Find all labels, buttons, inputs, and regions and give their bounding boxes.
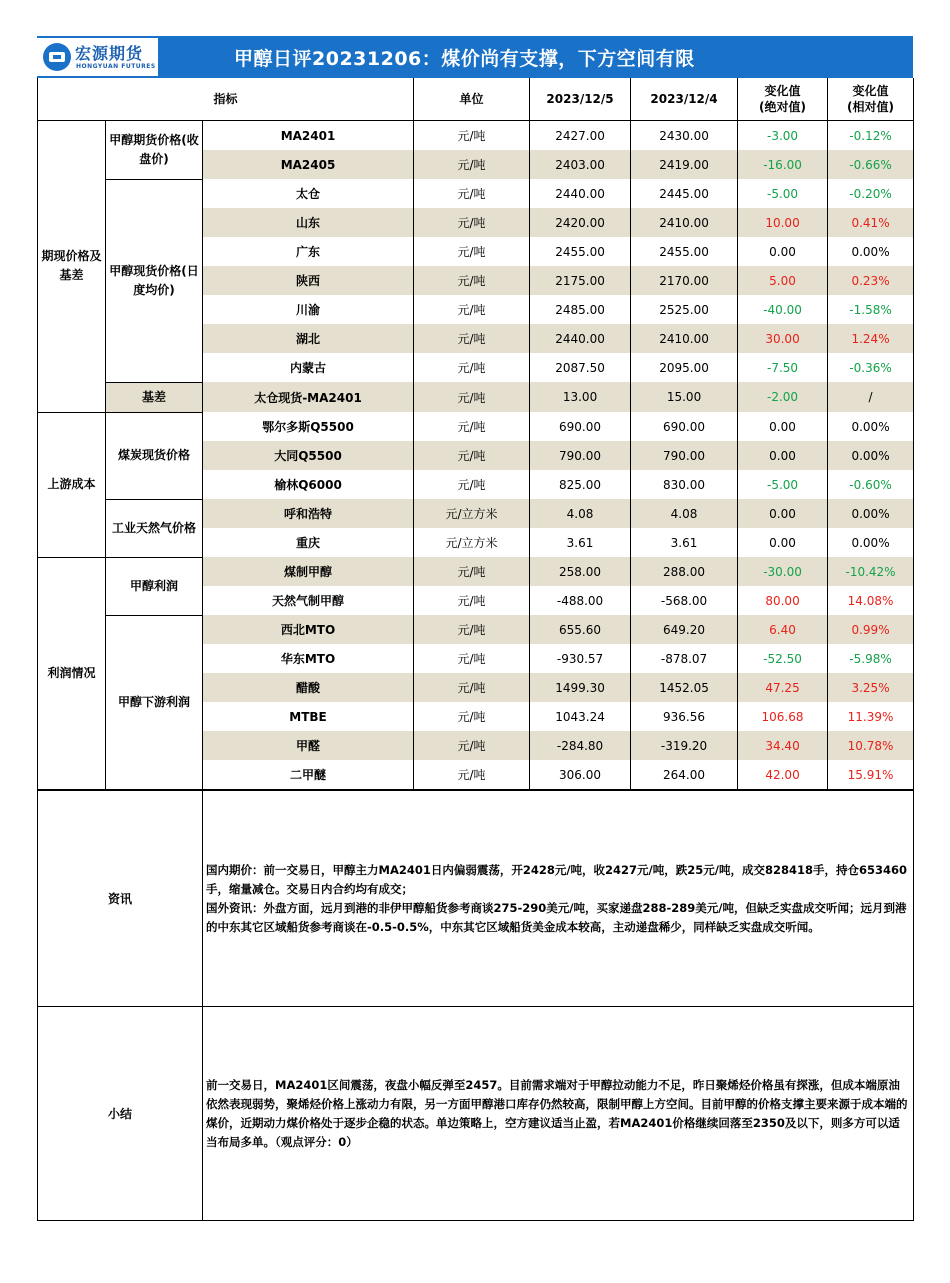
row-value-date-2: 2430.00 <box>631 121 738 151</box>
notes-table <box>37 790 914 1221</box>
news-row <box>38 791 914 1007</box>
logo-name-cn: 宏源期货 <box>75 44 144 63</box>
row-value-date-2: 690.00 <box>631 412 738 441</box>
group-profit: 利润情况 <box>38 557 106 790</box>
row-indicator-name: 湖北 <box>203 324 414 353</box>
row-value-date-1: 2440.00 <box>530 179 631 208</box>
row-unit: 元/吨 <box>414 412 530 441</box>
row-abs-change: -7.50 <box>738 353 828 382</box>
row-value-date-1: 2420.00 <box>530 208 631 237</box>
row-abs-change: 0.00 <box>738 499 828 528</box>
row-abs-change: 6.40 <box>738 615 828 644</box>
row-rel-change: 3.25% <box>828 673 914 702</box>
row-abs-change: -40.00 <box>738 295 828 324</box>
row-value-date-1: 3.61 <box>530 528 631 557</box>
row-value-date-1: 4.08 <box>530 499 631 528</box>
row-value-date-2: 790.00 <box>631 441 738 470</box>
subgroup-futures-price: 甲醇期货价格(收盘价) <box>106 121 203 180</box>
subgroup-spot-price: 甲醇现货价格(日度均价) <box>106 179 203 382</box>
row-value-date-2: 264.00 <box>631 760 738 790</box>
row-unit: 元/吨 <box>414 121 530 151</box>
row-rel-change: -0.60% <box>828 470 914 499</box>
row-indicator-name: 山东 <box>203 208 414 237</box>
row-indicator-name: MTBE <box>203 702 414 731</box>
row-abs-change: -30.00 <box>738 557 828 586</box>
row-abs-change: 0.00 <box>738 441 828 470</box>
row-unit: 元/吨 <box>414 266 530 295</box>
subgroup-downstream-profit: 甲醇下游利润 <box>106 615 203 790</box>
row-value-date-2: 2095.00 <box>631 353 738 382</box>
header-rel-line2: (相对值) <box>847 100 895 114</box>
row-value-date-2: 2410.00 <box>631 324 738 353</box>
group-futures-spot: 期现价格及基差 <box>38 121 106 413</box>
row-rel-change: 0.00% <box>828 499 914 528</box>
row-value-date-1: 655.60 <box>530 615 631 644</box>
row-value-date-2: 3.61 <box>631 528 738 557</box>
row-value-date-1: 790.00 <box>530 441 631 470</box>
table-row <box>38 382 914 412</box>
indicator-table <box>37 78 914 790</box>
row-indicator-name: 广东 <box>203 237 414 266</box>
row-abs-change: 30.00 <box>738 324 828 353</box>
row-indicator-name: MA2401 <box>203 121 414 151</box>
row-value-date-2: 15.00 <box>631 382 738 412</box>
row-unit: 元/吨 <box>414 353 530 382</box>
row-unit: 元/吨 <box>414 731 530 760</box>
logo-icon <box>43 43 71 71</box>
row-value-date-1: 2175.00 <box>530 266 631 295</box>
row-value-date-1: -284.80 <box>530 731 631 760</box>
row-value-date-2: 2410.00 <box>631 208 738 237</box>
subgroup-gas-price: 工业天然气价格 <box>106 499 203 557</box>
subgroup-coal-price: 煤炭现货价格 <box>106 412 203 499</box>
title-banner <box>37 36 913 78</box>
row-value-date-1: 690.00 <box>530 412 631 441</box>
header-rel-line1: 变化值 <box>852 84 889 98</box>
row-rel-change: 0.00% <box>828 237 914 266</box>
header-abs-line2: (绝对值) <box>759 100 807 114</box>
row-value-date-2: 649.20 <box>631 615 738 644</box>
row-unit: 元/吨 <box>414 586 530 615</box>
news-label: 资讯 <box>38 791 203 1007</box>
row-indicator-name: 醋酸 <box>203 673 414 702</box>
table-row <box>38 615 914 644</box>
header-abs-change <box>738 78 828 121</box>
row-unit: 元/吨 <box>414 470 530 499</box>
summary-row <box>38 1007 914 1221</box>
row-value-date-1: 2087.50 <box>530 353 631 382</box>
row-abs-change: 0.00 <box>738 412 828 441</box>
row-abs-change: -5.00 <box>738 179 828 208</box>
row-value-date-1: 825.00 <box>530 470 631 499</box>
row-indicator-name: 榆林Q6000 <box>203 470 414 499</box>
header-date-2: 2023/12/4 <box>631 78 738 121</box>
row-value-date-2: -878.07 <box>631 644 738 673</box>
row-rel-change: 0.41% <box>828 208 914 237</box>
row-abs-change: 5.00 <box>738 266 828 295</box>
row-value-date-2: 1452.05 <box>631 673 738 702</box>
row-abs-change: 42.00 <box>738 760 828 790</box>
table-row <box>38 499 914 528</box>
header-rel-change <box>828 78 914 121</box>
row-abs-change: -16.00 <box>738 150 828 179</box>
row-rel-change: -0.20% <box>828 179 914 208</box>
row-unit: 元/吨 <box>414 441 530 470</box>
row-unit: 元/吨 <box>414 324 530 353</box>
summary-label: 小结 <box>38 1007 203 1221</box>
row-value-date-1: -488.00 <box>530 586 631 615</box>
row-value-date-1: 306.00 <box>530 760 631 790</box>
row-rel-change: 0.23% <box>828 266 914 295</box>
row-unit: 元/吨 <box>414 673 530 702</box>
row-value-date-1: 13.00 <box>530 382 631 412</box>
row-rel-change: -0.36% <box>828 353 914 382</box>
row-indicator-name: 西北MTO <box>203 615 414 644</box>
row-value-date-2: 2445.00 <box>631 179 738 208</box>
row-indicator-name: 鄂尔多斯Q5500 <box>203 412 414 441</box>
subgroup-basis: 基差 <box>106 382 203 412</box>
row-indicator-name: 川渝 <box>203 295 414 324</box>
table-row <box>38 179 914 208</box>
row-unit: 元/立方米 <box>414 499 530 528</box>
row-rel-change: -0.66% <box>828 150 914 179</box>
row-abs-change: -2.00 <box>738 382 828 412</box>
table-row <box>38 412 914 441</box>
row-value-date-2: 4.08 <box>631 499 738 528</box>
row-value-date-2: 2419.00 <box>631 150 738 179</box>
row-indicator-name: 煤制甲醇 <box>203 557 414 586</box>
row-rel-change: -5.98% <box>828 644 914 673</box>
row-rel-change: -1.58% <box>828 295 914 324</box>
news-foreign: 国外资讯：外盘方面，远月到港的非伊甲醇船货参考商谈275-290美元/吨，买家递盘288-289美元/吨，但缺乏实盘成交听闻；远月到港的中东其它区域船货参考商谈在-0.5-0.5%，中东其它区域船货美金成本较高，主动递盘稀少，同样缺乏实盘成交听闻。 <box>206 900 907 934</box>
row-unit: 元/吨 <box>414 382 530 412</box>
report-sheet <box>37 36 913 1221</box>
row-rel-change: / <box>828 382 914 412</box>
row-value-date-2: -319.20 <box>631 731 738 760</box>
row-value-date-1: 1499.30 <box>530 673 631 702</box>
row-unit: 元/吨 <box>414 760 530 790</box>
row-abs-change: -52.50 <box>738 644 828 673</box>
header-unit: 单位 <box>414 78 530 121</box>
row-abs-change: 106.68 <box>738 702 828 731</box>
row-rel-change: -10.42% <box>828 557 914 586</box>
table-row <box>38 121 914 151</box>
row-rel-change: 1.24% <box>828 324 914 353</box>
row-rel-change: 14.08% <box>828 586 914 615</box>
header-indicator: 指标 <box>38 78 414 121</box>
row-indicator-name: 天然气制甲醇 <box>203 586 414 615</box>
row-rel-change: 0.00% <box>828 441 914 470</box>
row-rel-change: 0.00% <box>828 412 914 441</box>
row-unit: 元/吨 <box>414 615 530 644</box>
row-value-date-2: 288.00 <box>631 557 738 586</box>
company-logo <box>37 38 158 76</box>
row-rel-change: 0.00% <box>828 528 914 557</box>
row-abs-change: -5.00 <box>738 470 828 499</box>
row-indicator-name: 内蒙古 <box>203 353 414 382</box>
news-content <box>203 791 914 1007</box>
row-indicator-name: 甲醛 <box>203 731 414 760</box>
row-value-date-1: -930.57 <box>530 644 631 673</box>
row-unit: 元/吨 <box>414 295 530 324</box>
row-unit: 元/吨 <box>414 237 530 266</box>
row-rel-change: 15.91% <box>828 760 914 790</box>
row-indicator-name: 二甲醚 <box>203 760 414 790</box>
row-rel-change: 10.78% <box>828 731 914 760</box>
row-value-date-2: 2455.00 <box>631 237 738 266</box>
row-value-date-1: 1043.24 <box>530 702 631 731</box>
row-unit: 元/吨 <box>414 208 530 237</box>
logo-name-en: HONGYUAN FUTURES <box>76 63 156 70</box>
header-date-1: 2023/12/5 <box>530 78 631 121</box>
summary-content: 前一交易日，MA2401区间震荡，夜盘小幅反弹至2457。目前需求端对于甲醇拉动能力不足，昨日聚烯烃价格虽有探涨，但成本端原油依然表现弱势，聚烯烃价格上涨动力有限，另一方面甲醇港口库存仍然较高，限制甲醇上方空间。目前甲醇的价格支撑主要来源于成本端的煤价，近期动力煤价格处于逐步企稳的状态。单边策略上，空方建议适当止盈，若MA2401价格继续回落至2350及以下，则多方可以适当布局多单。（观点评分：0） <box>203 1007 914 1221</box>
row-indicator-name: 呼和浩特 <box>203 499 414 528</box>
table-header-row <box>38 78 914 121</box>
row-rel-change: 0.99% <box>828 615 914 644</box>
row-indicator-name: MA2405 <box>203 150 414 179</box>
row-abs-change: 0.00 <box>738 528 828 557</box>
row-value-date-2: 936.56 <box>631 702 738 731</box>
row-unit: 元/吨 <box>414 150 530 179</box>
row-abs-change: 80.00 <box>738 586 828 615</box>
table-row <box>38 557 914 586</box>
row-value-date-1: 2403.00 <box>530 150 631 179</box>
row-value-date-2: 2170.00 <box>631 266 738 295</box>
row-value-date-2: -568.00 <box>631 586 738 615</box>
report-title: 甲醇日评20231206：煤价尚有支撑，下方空间有限 <box>234 48 695 70</box>
row-indicator-name: 重庆 <box>203 528 414 557</box>
row-unit: 元/吨 <box>414 702 530 731</box>
row-indicator-name: 太仓现货-MA2401 <box>203 382 414 412</box>
news-domestic: 国内期价：前一交易日，甲醇主力MA2401日内偏弱震荡，开2428元/吨，收2427元/吨，跌25元/吨，成交828418手，持仓653460手，缩量减仓。交易日内合约均有成交； <box>206 862 907 896</box>
row-unit: 元/吨 <box>414 644 530 673</box>
row-abs-change: 34.40 <box>738 731 828 760</box>
row-abs-change: 10.00 <box>738 208 828 237</box>
row-unit: 元/吨 <box>414 179 530 208</box>
row-value-date-1: 2485.00 <box>530 295 631 324</box>
row-value-date-1: 258.00 <box>530 557 631 586</box>
row-unit: 元/立方米 <box>414 528 530 557</box>
row-value-date-1: 2427.00 <box>530 121 631 151</box>
row-indicator-name: 陕西 <box>203 266 414 295</box>
row-abs-change: -3.00 <box>738 121 828 151</box>
header-abs-line1: 变化值 <box>764 84 801 98</box>
row-value-date-1: 2455.00 <box>530 237 631 266</box>
row-abs-change: 47.25 <box>738 673 828 702</box>
row-abs-change: 0.00 <box>738 237 828 266</box>
row-rel-change: 11.39% <box>828 702 914 731</box>
subgroup-methanol-profit: 甲醇利润 <box>106 557 203 615</box>
row-indicator-name: 太仓 <box>203 179 414 208</box>
row-indicator-name: 大同Q5500 <box>203 441 414 470</box>
row-value-date-1: 2440.00 <box>530 324 631 353</box>
row-value-date-2: 830.00 <box>631 470 738 499</box>
row-rel-change: -0.12% <box>828 121 914 151</box>
group-upstream-cost: 上游成本 <box>38 412 106 557</box>
row-indicator-name: 华东MTO <box>203 644 414 673</box>
row-value-date-2: 2525.00 <box>631 295 738 324</box>
row-unit: 元/吨 <box>414 557 530 586</box>
